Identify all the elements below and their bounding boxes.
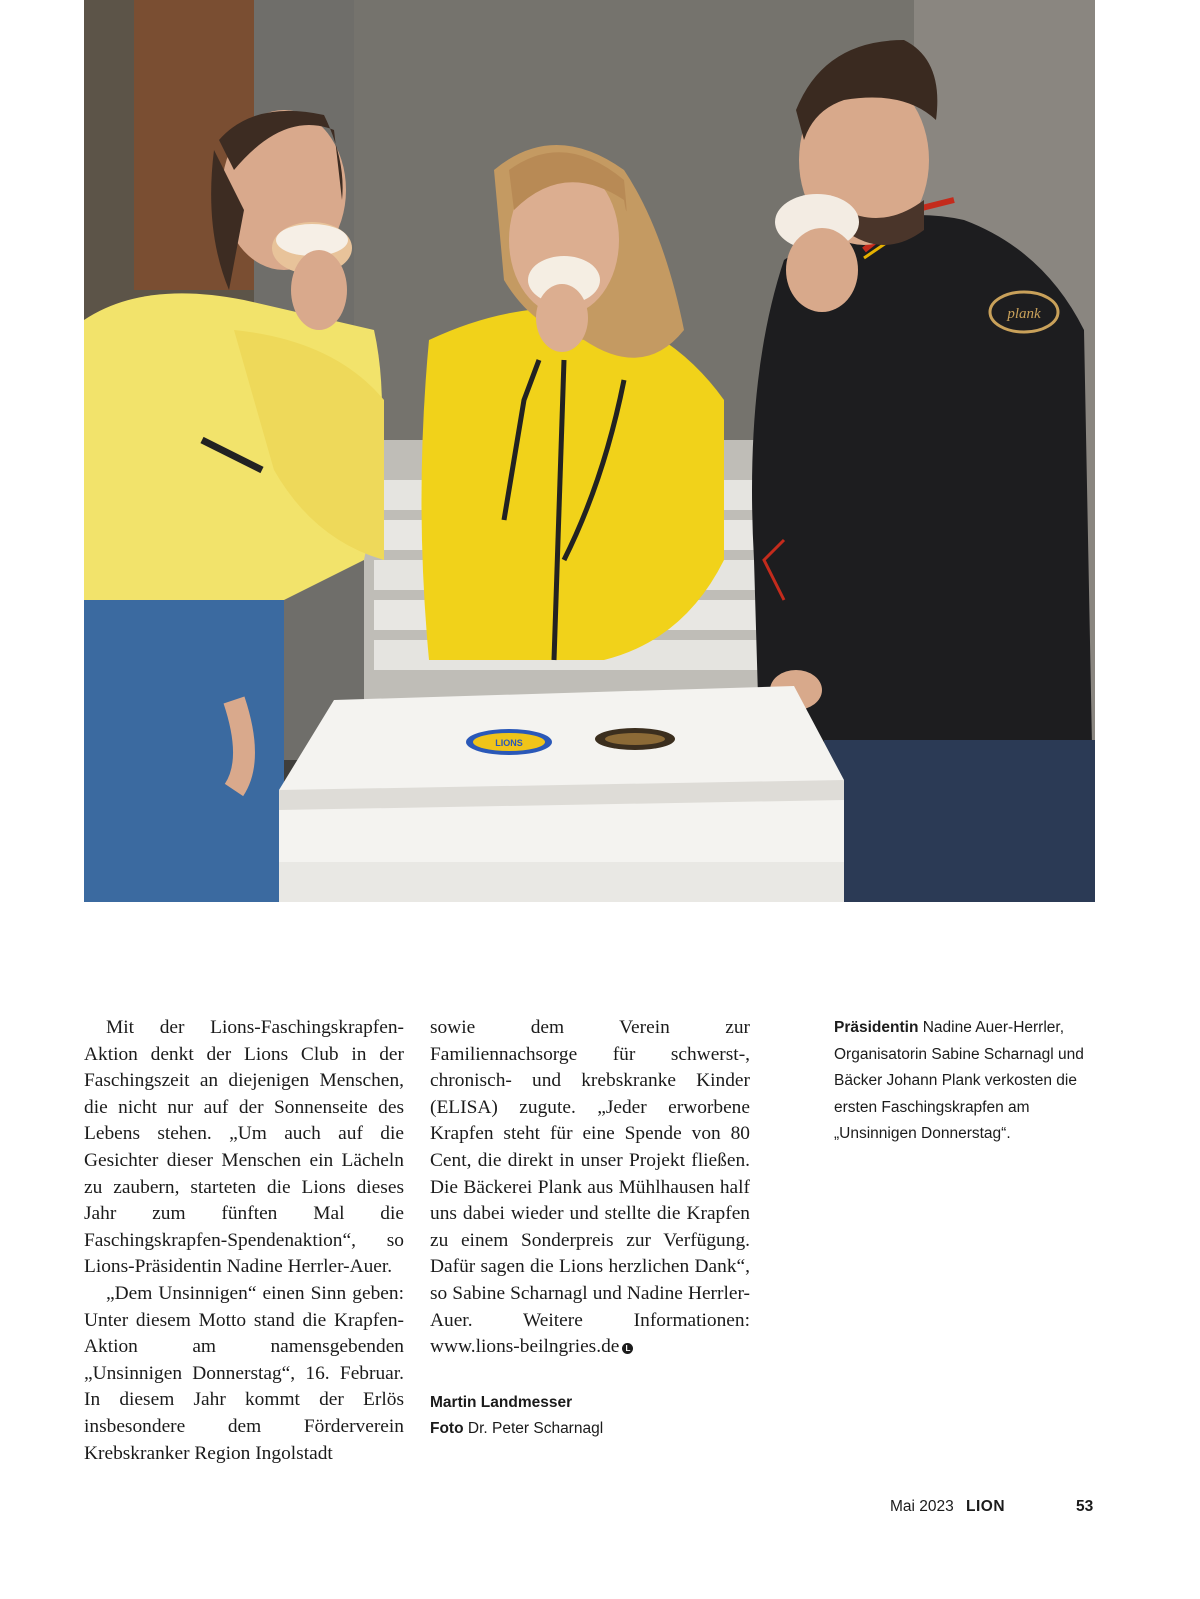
photo-credit-label: Foto [430, 1420, 464, 1437]
article-credits [430, 1390, 750, 1442]
article-paragraph: „Dem Unsinnigen“ einen Sinn geben: Unter diesem Motto stand die Krapfen-Aktion am namensgebenden „Unsinnigen Donnerstag“, 16. Februar. In diesem Jahr kommt der Erlös insbesondere dem Förderverein Krebskranker Region Ingolstadt [84, 1282, 404, 1464]
article-column-1 [84, 1015, 404, 1467]
caption-lead: Präsidentin [834, 1019, 919, 1036]
page-number: 53 [1076, 1498, 1094, 1515]
article-paragraph: Mit der Lions-Faschingskrapfen-Aktion denkt der Lions Club in der Faschingszeit an diejenigen Menschen, die nicht nur auf der Sonnenseite des Lebens stehen. „Um auch auf die Gesichter dieser Menschen ein Lächeln zu zaubern, starteten die Lions dieses Jahr zum fünften Mal die Faschingskrapfen-Spendenaktion“, so Lions-Präsidentin Nadine Herrler-Auer. [84, 1017, 404, 1278]
issue-date: Mai 2023 [890, 1498, 954, 1515]
photo-credit-name: Dr. Peter Scharnagl [467, 1420, 604, 1437]
plank-logo-text: plank [1007, 306, 1041, 322]
photo-caption [834, 1015, 1104, 1148]
caption-text: Nadine Auer-Herrler, Organisatorin Sabine Scharnagl und Bäcker Johann Plank verkosten die ersten Faschingskrapfen am „Unsinnigen Donnerstag“. [834, 1019, 1084, 1143]
lion-end-mark-icon: L [622, 1343, 633, 1354]
article-column-2 [430, 1015, 750, 1361]
article-photo [84, 0, 1095, 902]
photo-illustration [84, 0, 1095, 902]
author-name: Martin Landmesser [430, 1394, 573, 1411]
lions-logo-text: LIONS [495, 738, 523, 748]
magazine-name: LION [966, 1498, 1006, 1515]
article-paragraph: sowie dem Verein zur Familiennachsorge für schwerst-, chronisch- und krebskranke Kinder (ELISA) zugute. „Jeder erworbene Krapfen steht für eine Spende von 80 Cent, die direkt in unser Projekt fließen. Die Bäckerei Plank aus Mühlhausen half uns dabei wieder und stellte die Krapfen zu einem Sonderpreis zur Verfügung. Dafür sagen die Lions herzlichen Dank“, so Sabine Scharnagl und Nadine Herrler-Auer. Weitere Informationen: www.lions-beilngries.de [430, 1017, 750, 1358]
